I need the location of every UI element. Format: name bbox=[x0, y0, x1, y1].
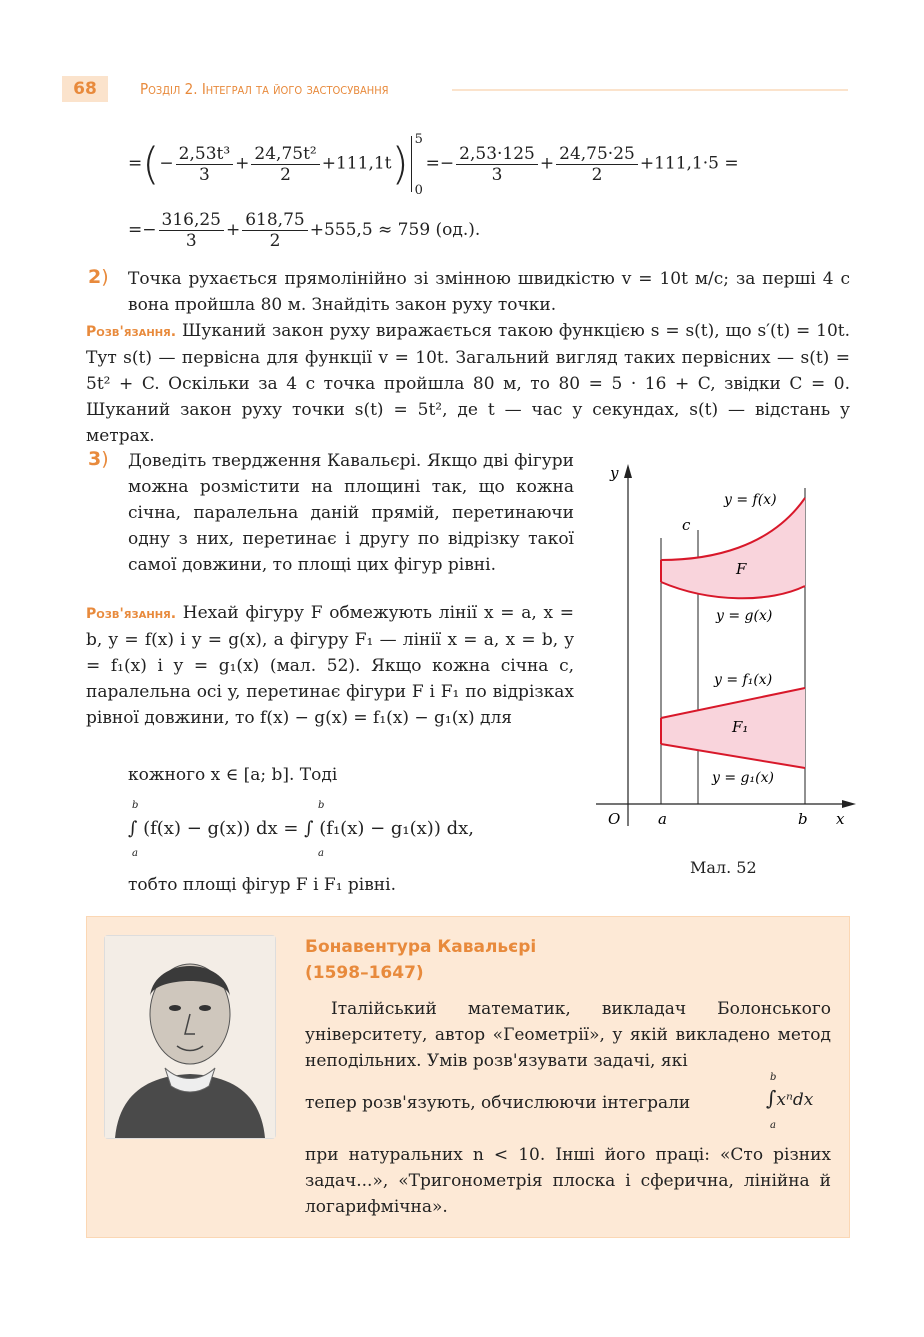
label-F: F bbox=[736, 560, 747, 578]
portrait-image bbox=[104, 935, 276, 1139]
label-g1x: y = g₁(x) bbox=[712, 770, 774, 786]
x-axis-arrow bbox=[842, 800, 856, 808]
integral-limit-a: a bbox=[318, 848, 324, 859]
label-fx: y = f(x) bbox=[724, 492, 777, 508]
solution-3-conclusion: тобто площі фігур F і F₁ рівні. bbox=[128, 875, 396, 895]
calc-line-2: =− $\frac{316,25}{3}$ + $\frac{618,75}{2}$ +555,5 ≈ 759 (од.). bbox=[128, 210, 481, 251]
label-F1: F₁ bbox=[732, 718, 749, 736]
figure-caption: Мал. 52 bbox=[690, 858, 757, 877]
bio-integral: ∫xⁿdx bbox=[766, 1086, 814, 1110]
integral-limit-b: b bbox=[132, 800, 139, 811]
header-rule bbox=[452, 89, 848, 91]
label-b: b bbox=[798, 810, 808, 828]
label-c: c bbox=[682, 516, 691, 534]
chapter-title: Розділ 2. Інтеграл та його застосування bbox=[140, 80, 389, 98]
bio-text-3: при натуральних n < 10. Інші його праці: «Сто різних задач...», «Тригонометрія плоска і сферична, лінійна й логарифмічна». bbox=[305, 1145, 831, 1217]
task-3-text: Доведіть твердження Кавальєрі. Якщо дві фігури можна розмістити на площині так, що кожна січна, паралельна даній прямій, перетинаючи одну з них, перетинає і другу по відрізку такої самої довжини, то площі цих фігур рівні. bbox=[128, 451, 574, 575]
integral-equation: ∫ (f(x) − g(x)) dx = ∫ (f₁(x) − g₁(x)) dx, bbox=[128, 818, 474, 839]
solution-label: Розв'язання. bbox=[86, 606, 177, 622]
label-a: a bbox=[658, 810, 667, 828]
task-2-marker: 2) bbox=[88, 266, 109, 288]
y-axis-arrow bbox=[624, 464, 632, 478]
label-y: y bbox=[610, 464, 619, 482]
task-3-marker: 3) bbox=[88, 448, 109, 470]
calc-line-1: =(− $\frac{\text{2,53t³}}{3}$ + $\frac{\text{24,75t²}}{2}$ +111,1t) 5 0 =− $\frac{2,53\cdot 125}{3}$ + $\frac{24,75\cdot 25}{2}$ +111,1·5 = bbox=[128, 132, 739, 198]
figure-52 bbox=[590, 458, 860, 838]
solution-2: Розв'язання. Шуканий закон руху виражається такою функцією s = s(t), що s′(t) = 10t. Тут s(t) — первісна для функції v = 10t. Загальний вигляд таких первісних — s(t) = 5t² + C. Оскільки за 4 с точка пройшла 80 м, то 80 = 5 · 16 + C, звідки C = 0. Шуканий закон руху точки s(t) = 5t², де t — час у секундах, s(t) — відстань у метрах. bbox=[86, 321, 851, 446]
solution-3: Розв'язання. Нехай фігуру F обмежують лінії x = a, x = b, y = f(x) і y = g(x), а фігуру F₁ — лінії x = a, x = b, y = f₁(x) і y = g₁(x) (мал. 52). Якщо кожна січна c, паралельна осі y, перетинає фігури F і F₁ по відрізках рівної довжини, то f(x) − g(x) = f₁(x) − g₁(x) для bbox=[86, 603, 574, 728]
bio-name: Бонавентура Кавальєрі (1598–1647) bbox=[305, 937, 537, 983]
solution-label: Розв'язання. bbox=[86, 324, 177, 340]
figure-F bbox=[661, 498, 805, 598]
label-f1x: y = f₁(x) bbox=[714, 672, 773, 688]
portrait-drawing bbox=[105, 936, 275, 1138]
bio-text-2: тепер розв'язують, обчислюючи інтеграли bbox=[305, 1093, 691, 1113]
bio-text-1: Італійський математик, викладач Болонського університету, автор «Геометрії», у якій викладено метод неподільних. Умів розв'язувати задачі, які bbox=[305, 999, 831, 1071]
solution-3-line: кожного x ∈ [a; b]. Тоді bbox=[128, 765, 338, 785]
bio-integral-limit-b: b bbox=[770, 1072, 777, 1083]
task-2-text: Точка рухається прямолінійно зі змінною швидкістю v = 10t м/с; за перші 4 с вона пройшла 80 м. Знайдіть закон руху точки. bbox=[128, 269, 850, 315]
page-number: 68 bbox=[62, 76, 108, 102]
bio-integral-limit-a: a bbox=[770, 1120, 776, 1131]
label-gx: y = g(x) bbox=[716, 608, 773, 624]
label-x: x bbox=[836, 810, 845, 828]
integral-limit-b: b bbox=[318, 800, 325, 811]
label-O: O bbox=[608, 810, 621, 828]
integral-limit-a: a bbox=[132, 848, 138, 859]
